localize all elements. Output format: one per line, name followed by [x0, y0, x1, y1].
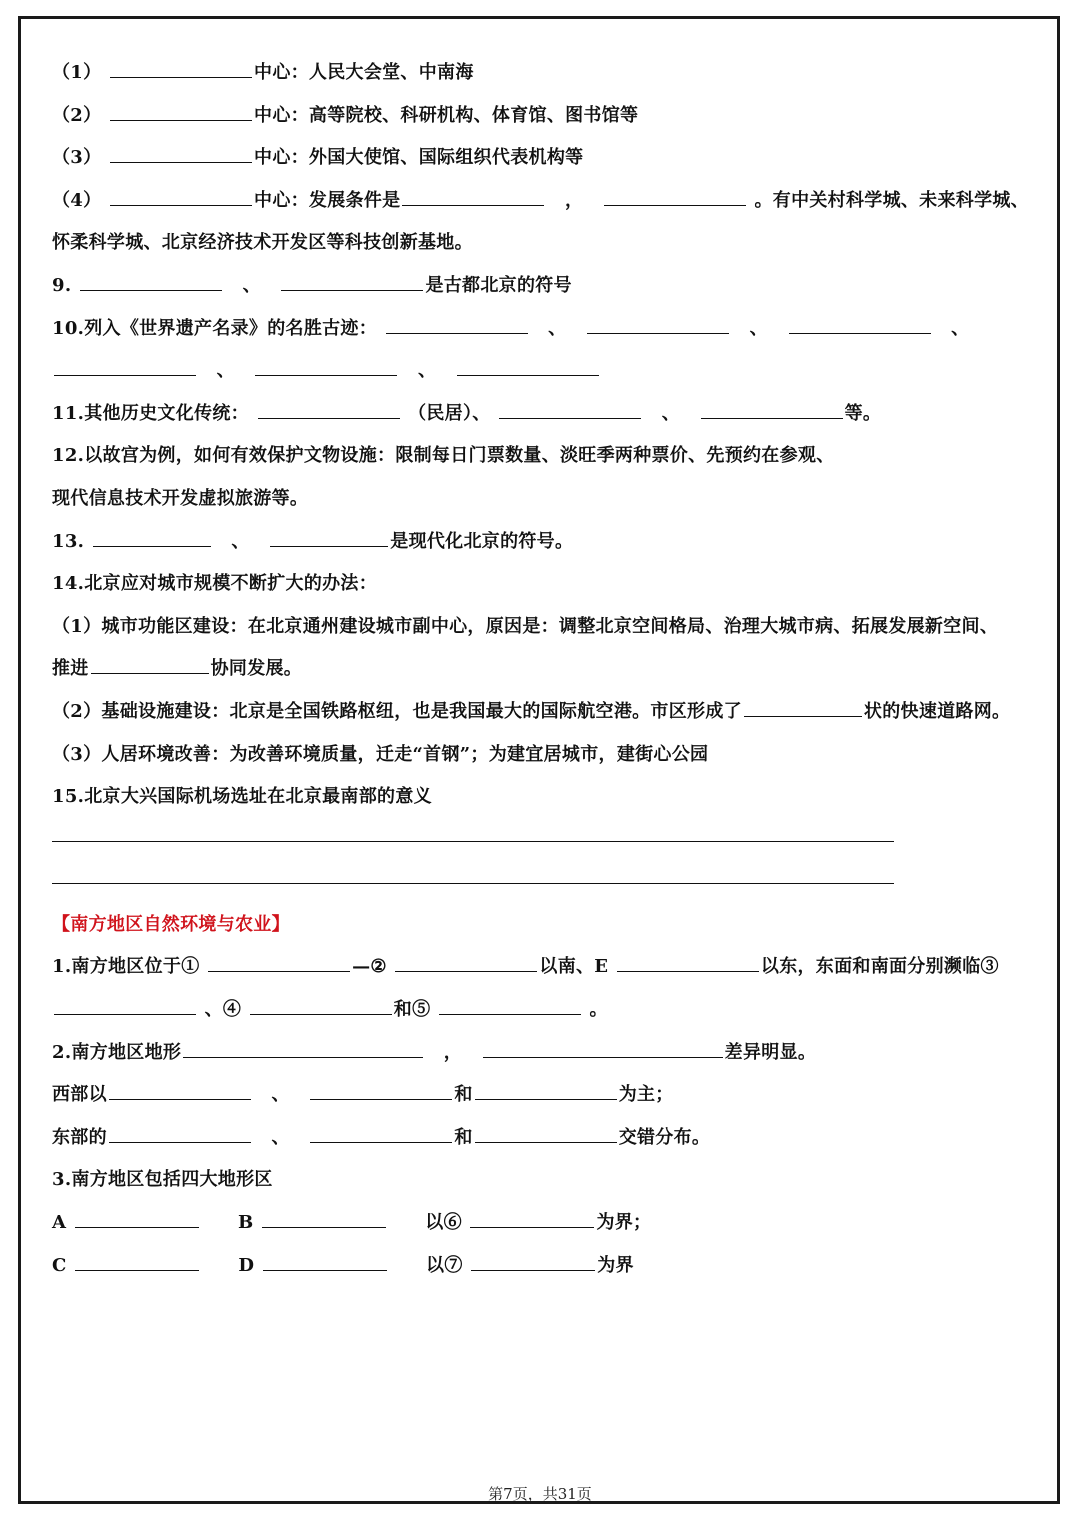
answer-blank[interactable]	[604, 189, 746, 206]
question-11	[52, 397, 1037, 440]
question-15	[52, 780, 1037, 823]
answer-blank[interactable]	[93, 530, 211, 547]
answer-blank[interactable]	[701, 402, 843, 419]
south-q2	[52, 1036, 1037, 1079]
answer-line-row	[52, 823, 1037, 866]
item-label: （2）	[52, 104, 102, 126]
answer-blank[interactable]	[110, 146, 252, 163]
question-text: 2.南方地区地形	[52, 1041, 182, 1063]
question-14-2	[52, 695, 1037, 738]
separator: ，	[443, 1041, 463, 1063]
item-text: 中心：高等院校、科研机构、体育馆、图书馆等	[254, 104, 639, 126]
answer-blank[interactable]	[270, 530, 388, 547]
answer-blank[interactable]	[617, 955, 759, 972]
answer-blank[interactable]	[75, 1254, 199, 1271]
item-text: 中心：人民大会堂、中南海	[254, 62, 474, 83]
answer-blank[interactable]	[310, 1083, 452, 1100]
question-text: 10.列入《世界遗产名录》的名胜古迹：	[52, 317, 378, 339]
answer-blank[interactable]	[262, 1211, 386, 1228]
item-text: 以⑦	[426, 1254, 463, 1276]
question-number: 9.	[52, 274, 72, 296]
separator: 、	[231, 530, 250, 552]
item-text: 中心：外国大使馆、国际组织代表机构等	[254, 147, 584, 169]
answer-blank[interactable]	[250, 998, 392, 1015]
item-text: —②	[352, 956, 387, 978]
separator: 、	[242, 274, 261, 296]
question-text: 1.南方地区位于①	[52, 956, 200, 978]
question-10	[52, 312, 1037, 355]
separator: 、	[661, 402, 681, 424]
answer-blank[interactable]	[110, 61, 252, 78]
item-text: 为界	[597, 1254, 634, 1276]
answer-blank[interactable]	[475, 1083, 617, 1100]
section-heading	[52, 908, 1037, 951]
question-text: （1）城市功能区建设：在北京通州建设城市副中心，原因是：调整北京空间格局、治理大城市病、拓展发展新空间、	[52, 615, 999, 637]
answer-blank[interactable]	[110, 104, 252, 121]
separator: 、	[749, 317, 768, 339]
question-text: （2）基础设施建设：北京是全国铁路枢纽，也是我国最大的国际航空港。市区形成了	[52, 700, 742, 722]
item-2	[52, 99, 1037, 142]
answer-blank[interactable]	[402, 189, 544, 206]
item-text: 以⑥	[425, 1212, 462, 1234]
item-text: 差异明显。	[724, 1041, 817, 1063]
item-label: （3）	[52, 147, 102, 169]
answer-blank[interactable]	[75, 1211, 199, 1228]
answer-blank[interactable]	[457, 359, 599, 376]
question-12	[52, 439, 1037, 482]
item-text: 、④	[204, 999, 242, 1021]
separator: 、	[548, 317, 567, 339]
section-title: 【南方地区自然环境与农业】	[52, 913, 290, 935]
item-label: B	[238, 1212, 254, 1234]
item-label: （1）	[52, 62, 102, 83]
separator: 、	[418, 360, 437, 382]
question-text: 14.北京应对城市规模不断扩大的办法：	[52, 573, 378, 595]
south-q2-west	[52, 1078, 1037, 1121]
item-4	[52, 184, 1037, 227]
item-text: （民居）、	[408, 402, 491, 424]
answer-blank[interactable]	[54, 998, 196, 1015]
item-label: （4）	[52, 189, 102, 211]
item-text: 为界；	[596, 1212, 652, 1234]
answer-blank[interactable]	[91, 657, 209, 674]
question-14-1-cont	[52, 652, 1037, 695]
answer-blank[interactable]	[470, 1211, 594, 1228]
south-q2-east	[52, 1121, 1037, 1164]
answer-blank[interactable]	[281, 274, 423, 291]
item-text: 状的快速道路网。	[863, 700, 1011, 722]
question-number: 13.	[52, 530, 85, 552]
question-10-cont	[52, 354, 1037, 397]
answer-blank[interactable]	[395, 955, 537, 972]
south-q3	[52, 1163, 1037, 1206]
south-q3-cd	[52, 1249, 1037, 1292]
question-12-cont	[52, 482, 1037, 525]
item-text: 中心：发展条件是	[254, 189, 401, 211]
answer-blank[interactable]	[258, 402, 400, 419]
item-text: 是古都北京的符号	[425, 274, 572, 296]
item-label: D	[238, 1254, 255, 1276]
answer-blank[interactable]	[54, 359, 196, 376]
item-text: 等。	[844, 402, 882, 424]
item-text: 交错分布。	[618, 1126, 711, 1148]
answer-blank[interactable]	[471, 1254, 595, 1271]
question-text: 15.北京大兴国际机场选址在北京最南部的意义	[52, 786, 432, 808]
item-4-cont	[52, 226, 1037, 269]
answer-blank[interactable]	[310, 1126, 452, 1143]
question-text: 12.以故宫为例，如何有效保护文物设施：限制每日门票数量、淡旺季两种票价、先预约在参观、	[52, 445, 835, 467]
item-text: 怀柔科学城、北京经济技术开发区等科技创新基地。	[52, 232, 473, 254]
separator: ，	[565, 189, 584, 211]
answer-blank[interactable]	[109, 1083, 251, 1100]
item-text: 。有中关村科学城、未来科学城、	[754, 189, 1029, 211]
item-text: 是现代化北京的符号。	[390, 530, 574, 552]
separator: 、	[271, 1084, 290, 1106]
item-text: 。	[589, 999, 608, 1021]
answer-blank[interactable]	[263, 1254, 387, 1271]
item-3	[52, 141, 1037, 184]
south-q3-ab	[52, 1206, 1037, 1249]
question-text: 11.其他历史文化传统：	[52, 402, 249, 424]
answer-line[interactable]	[52, 841, 894, 842]
item-text: 以南、E	[539, 956, 609, 978]
answer-line-row	[52, 865, 1037, 908]
answer-blank[interactable]	[439, 998, 581, 1015]
separator: 、	[951, 317, 970, 339]
item-label: A	[52, 1212, 67, 1234]
item-text: 西部以	[52, 1084, 107, 1106]
answer-blank[interactable]	[483, 1041, 723, 1058]
question-14-3	[52, 738, 1037, 781]
separator: 、	[271, 1126, 290, 1148]
answer-blank[interactable]	[208, 955, 350, 972]
question-14-1	[52, 610, 1037, 653]
question-14	[52, 567, 1037, 610]
item-text: 推进	[52, 658, 89, 680]
item-text: 为主；	[618, 1084, 674, 1106]
answer-blank[interactable]	[109, 1126, 251, 1143]
answer-blank[interactable]	[475, 1126, 617, 1143]
separator: 、	[216, 360, 235, 382]
answer-blank[interactable]	[744, 700, 862, 717]
answer-blank[interactable]	[499, 402, 641, 419]
answer-blank[interactable]	[386, 317, 528, 334]
south-q1-cont	[52, 993, 1037, 1036]
question-text: （3）人居环境改善：为改善环境质量，迁走“首钢”；为建宜居城市，建街心公园	[52, 743, 709, 765]
item-text: 协同发展。	[210, 658, 303, 680]
answer-blank[interactable]	[110, 189, 252, 206]
answer-blank[interactable]	[789, 317, 931, 334]
south-q1	[52, 950, 1037, 993]
item-label: C	[52, 1254, 67, 1276]
answer-blank[interactable]	[255, 359, 397, 376]
item-text: 以东，东面和南面分别濒临③	[760, 956, 999, 978]
answer-blank[interactable]	[587, 317, 729, 334]
question-13	[52, 525, 1037, 568]
worksheet-content	[52, 56, 1037, 1291]
item-text: 和	[454, 1126, 473, 1148]
item-text: 和⑤	[393, 999, 431, 1021]
page-number: 第7页，共31页	[488, 1485, 592, 1503]
answer-blank[interactable]	[80, 274, 222, 291]
question-9	[52, 269, 1037, 312]
question-text: 3.南方地区包括四大地形区	[52, 1169, 273, 1191]
answer-line[interactable]	[52, 883, 894, 884]
item-text: 东部的	[52, 1126, 107, 1148]
question-text: 现代信息技术开发虚拟旅游等。	[52, 487, 309, 509]
answer-blank[interactable]	[183, 1041, 423, 1058]
item-1	[52, 56, 1037, 99]
item-text: 和	[454, 1084, 473, 1106]
